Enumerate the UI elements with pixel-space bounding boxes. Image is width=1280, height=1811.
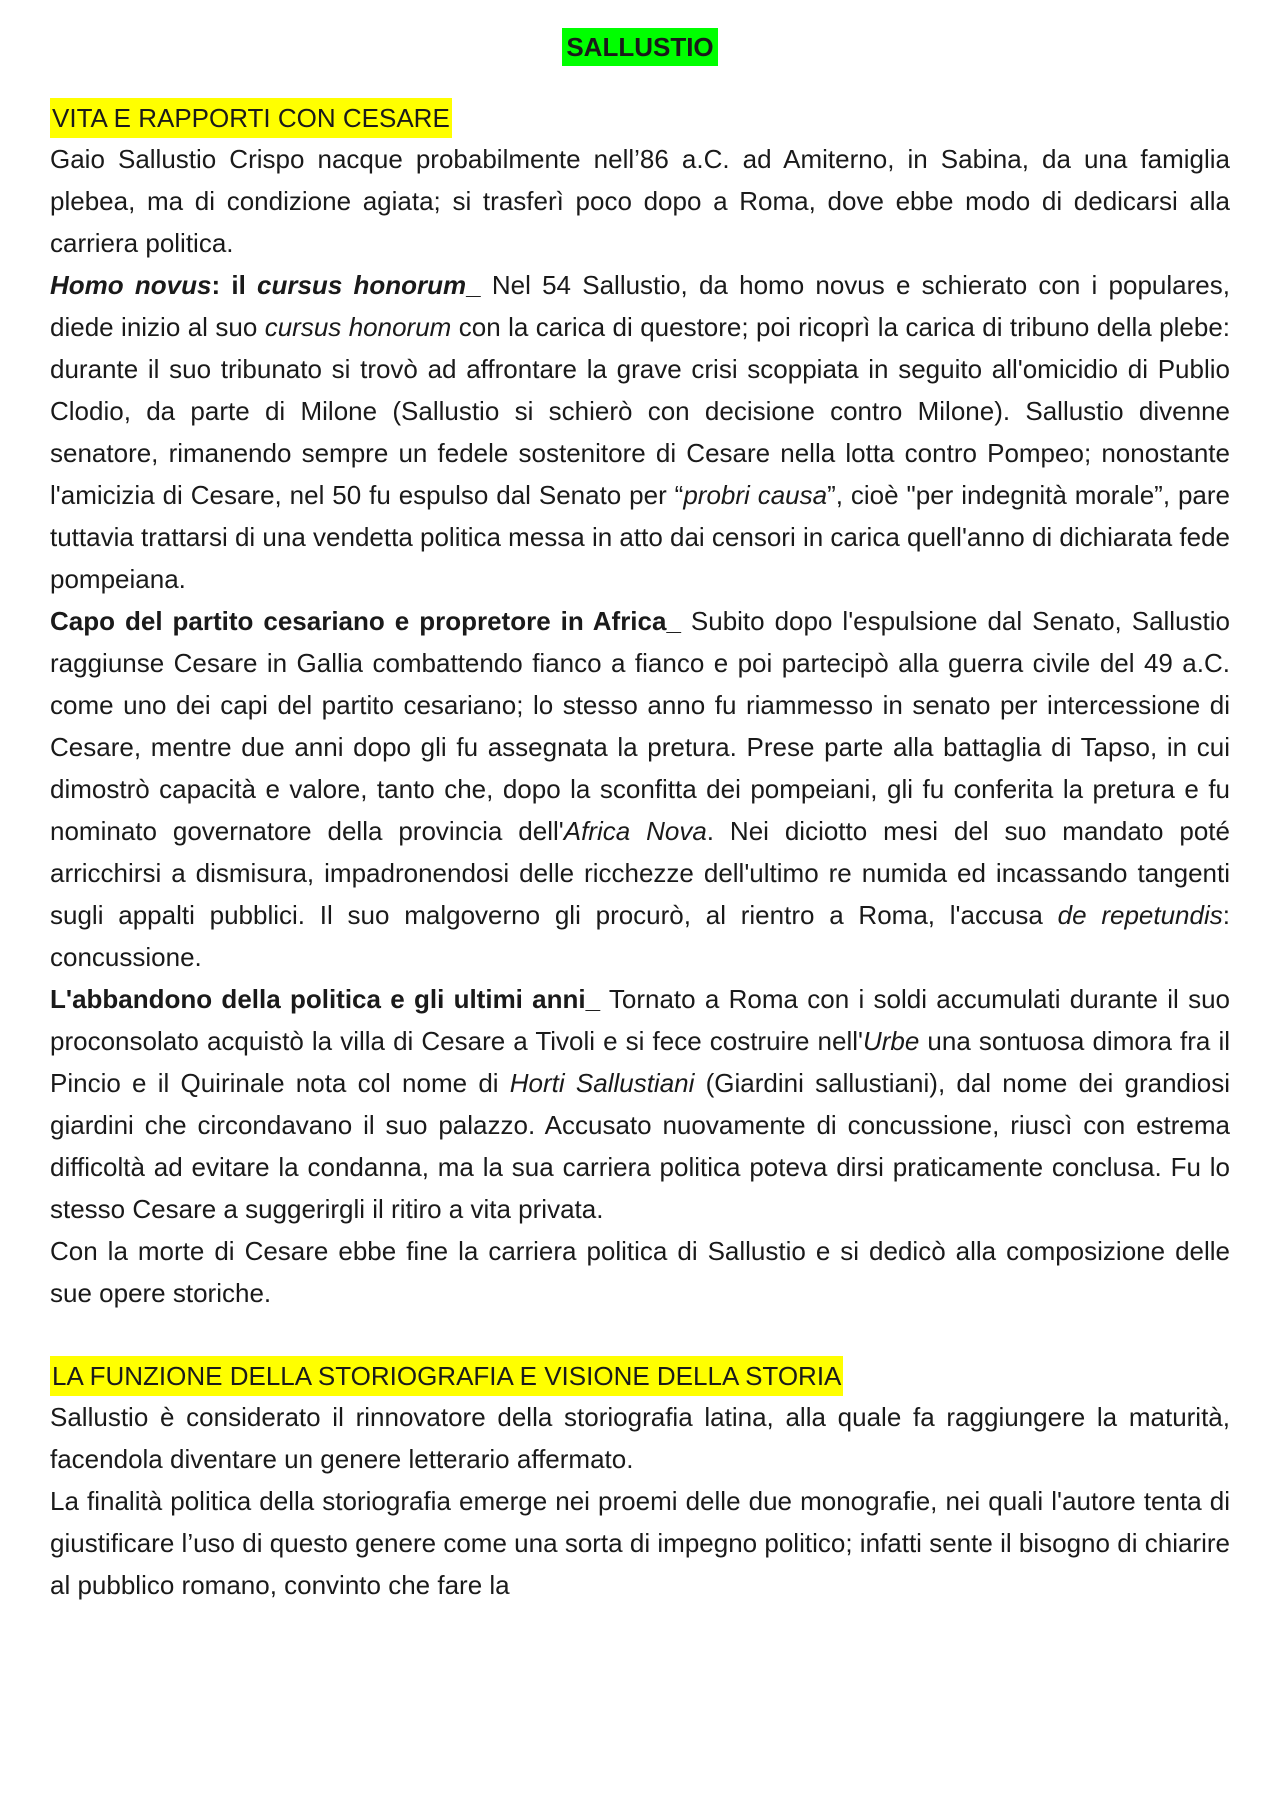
document-title: SALLUSTIO: [562, 28, 717, 66]
text-run: Subito dopo l'espulsione dal Senato, Sallustio raggiunse Cesare in Gallia combattendo fianco a fianco e poi partecipò alla guerra civile del 49 a.C. come uno dei capi del partito cesariano; lo stesso anno fu riammesso in senato per intercessione di Cesare, mentre due anni dopo gli fu assegnata la pretura. Prese parte alla battaglia di Tapso, in cui dimostrò capacità e valore, tanto che, dopo la sconfitta dei pompeiani, gli fu conferita la pretura e fu nominato governatore della provincia dell': [50, 606, 1230, 846]
text-run: Sallustio è considerato il rinnovatore della storiografia latina, alla quale fa raggiungere la maturità, facendola diventare un genere letterario affermato.: [50, 1402, 1230, 1474]
text-run: con la carica di questore; poi ricoprì la carica di tribuno della plebe: durante il suo tribunato si trovò ad affrontare la grave crisi scoppiata in seguito all'omicidio di Publio Clodio, da parte di Milone (Sallustio si schierò con decisione contro Milone). Sallustio divenne senatore, rimanendo sempre un fedele sostenitore di Cesare nella lotta contro Pompeo; nonostante l'amicizia di Cesare, nel 50 fu espulso dal Senato per “: [50, 312, 1231, 510]
text-run: Gaio Sallustio Crispo nacque probabilmente nell’86 a.C. ad Amiterno, in Sabina, da una famiglia plebea, ma di condizione agiata; si trasferì poco dopo a Roma, dove ebbe modo di dedicarsi alla carriera politica.: [50, 144, 1230, 258]
paragraph: [50, 600, 1230, 978]
text-run: . Nei diciotto mesi del suo mandato poté arricchirsi a dismisura, impadronendosi delle ricchezze dell'ultimo re numida ed incassando tangenti sugli appalti pubblici. Il suo malgoverno gli procurò, al rientro a Roma, l'accusa: [50, 816, 1230, 930]
title-wrapper: [50, 28, 1230, 66]
section-storiografia: [50, 1356, 1230, 1606]
paragraph: [50, 1396, 1230, 1480]
text-run: ”, cioè "per indegnità morale”, pare tuttavia trattarsi di una vendetta politica messa in atto dai censori in carica quell'anno di dichiarata fede pompeiana.: [50, 480, 1230, 594]
text-run: cursus honorum: [264, 312, 452, 342]
text-run: una sontuosa dimora fra il Pincio e il Quirinale nota col nome di: [50, 1026, 1230, 1098]
section-vita: [50, 98, 1230, 1314]
section-heading: LA FUNZIONE DELLA STORIOGRAFIA E VISIONE DELLA STORIA: [50, 1356, 843, 1396]
text-run: _: [466, 270, 481, 300]
text-run: Urbe: [862, 1026, 920, 1056]
text-run: L'abbandono della politica e gli ultimi anni_: [50, 984, 601, 1014]
paragraph: [50, 1480, 1230, 1606]
text-run: : il: [211, 270, 258, 300]
text-run: : concussione.: [50, 900, 1230, 972]
paragraph: [50, 1230, 1230, 1314]
paragraph: [50, 138, 1230, 264]
text-run: Nel 54 Sallustio, da homo novus e schierato con i populares, diede inizio al suo: [50, 270, 1230, 342]
text-run: Africa Nova: [563, 816, 707, 846]
paragraph: [50, 978, 1230, 1230]
paragraph: [50, 264, 1230, 600]
text-run: Tornato a Roma con i soldi accumulati durante il suo proconsolato acquistò la villa di Cesare a Tivoli e si fece costruire nell': [50, 984, 1230, 1056]
section-heading: VITA E RAPPORTI CON CESARE: [50, 98, 452, 138]
text-run: Con la morte di Cesare ebbe fine la carriera politica di Sallustio e si dedicò alla composizione delle sue opere storiche.: [50, 1236, 1230, 1308]
text-run: probri causa: [683, 480, 828, 510]
text-run: Horti Sallustiani: [509, 1068, 695, 1098]
text-run: La finalità politica della storiografia emerge nei proemi delle due monografie, nei quali l'autore tenta di giustificare l’uso di questo genere come una sorta di impegno politico; infatti sente il bisogno di chiarire al pubblico romano, convinto che fare la: [50, 1486, 1230, 1600]
text-run: de repetundis: [1057, 900, 1223, 930]
text-run: Capo del partito cesariano e propretore in Africa_: [50, 606, 681, 636]
text-run: cursus honorum: [257, 270, 467, 300]
text-run: (Giardini sallustiani), dal nome dei grandiosi giardini che circondavano il suo palazzo. Accusato nuovamente di concussione, riuscì con estrema difficoltà ad evitare la condanna, ma la sua carriera politica poteva dirsi praticamente conclusa. Fu lo stesso Cesare a suggerirgli il ritiro a vita privata.: [50, 1068, 1230, 1224]
text-run: Homo novus: [50, 270, 212, 300]
